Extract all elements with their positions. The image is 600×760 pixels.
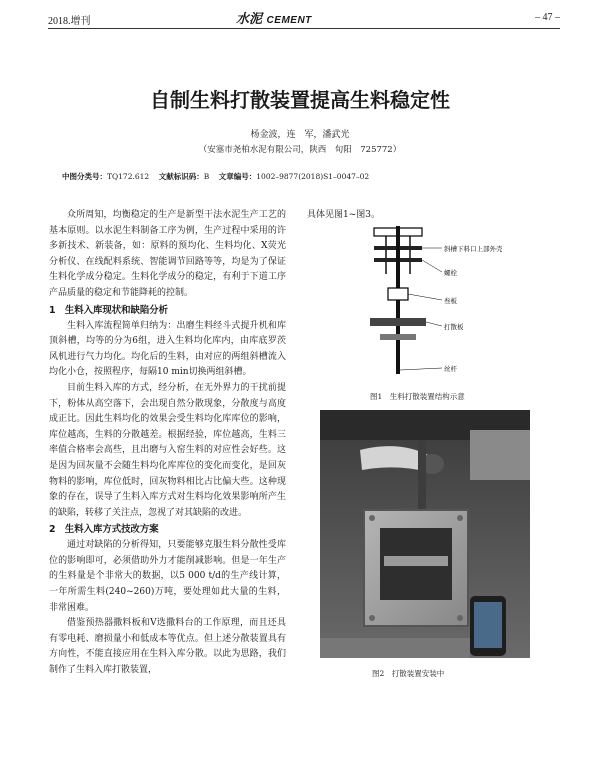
- journal-logo: [236, 8, 312, 27]
- figure-2-caption: 图2 打散装置安装中: [372, 669, 445, 678]
- classification-line: [62, 171, 369, 182]
- section-1-heading: 1 生料入库现状和缺陷分析: [49, 304, 169, 316]
- label-housing: 斜槽下料口上部外壳: [444, 245, 503, 253]
- running-header: [0, 0, 600, 30]
- figure-2-photo: [320, 410, 530, 658]
- clc-label: 中图分类号：: [62, 172, 107, 181]
- intro-paragraph: 众所周知，均衡稳定的生产是新型干法水泥生产工艺的基本原则。以水泥生料制备工序为例，生产过程中采用的许多新技术、新装备，如：原料的预均化、生料均化、X荧光分析仪、在线配料系统、智能调节回路等等，均是为了保证生料化学成分稳定。生料化学成分的稳定，有利于下道工序产品质量的稳定和节能降耗的控制。: [49, 210, 286, 298]
- journal-logo-en: CEMENT: [266, 15, 312, 26]
- journal-logo-cn: 水泥: [236, 12, 263, 27]
- doc-code-value: B: [203, 172, 210, 181]
- article-no-value: 1002–9877(2018)S1–0047–02: [256, 172, 370, 181]
- section-2-paragraph-1: 通过对缺陷的分析得知，只要能够克服生料分散性受库位的影响即可，必须借助外力才能削减影响。但是一年生产的生料量是个非常大的数据，以5 000 t/d的生产线计算，一年所需生料(240~260)万吨，要处理如此大量的生料，非常困难。: [49, 540, 286, 613]
- scatter-plate: [370, 318, 426, 326]
- figure-1-caption: 图1 生料打散装置结构示意: [370, 392, 465, 401]
- figure-1-diagram: [330, 222, 520, 382]
- header-rule: [48, 28, 560, 29]
- section-2-heading: 2 生料入库方式技改方案: [49, 524, 159, 536]
- section-1-paragraph-1: 生料入库流程简单归纳为：出磨生料经斗式提升机和库顶斜槽，均等的分为6组，进入生料均化库内，由库底罗茨风机进行气力均化。均化后的生料，由对应的两组斜槽流入均化小仓，按照程序，每隔10 min切换两组斜槽。: [49, 320, 286, 378]
- doc-code-label: 文献标识码：: [158, 172, 204, 181]
- section-2-paragraph-2: 借鉴预热器撒料板和V选撒料台的工作原理，而且还具有零电耗、磨损量小和低成本等优点。但上述分散装置具有方向性，不能直接应用在生料入库分散。以此为思路，我们制作了生料入库打散装置，: [49, 618, 286, 676]
- page-number: – 47 –: [535, 12, 560, 23]
- clc-value: TQ172.612: [107, 172, 150, 181]
- installation-photo-illustration: [320, 410, 530, 658]
- label-screw-rod: 丝杆: [444, 365, 457, 373]
- issue-label: 2018.增刊: [48, 16, 91, 27]
- right-column-intro: 具体见图1~图3。: [307, 210, 380, 220]
- section-1-paragraph-2: 目前生料入库的方式，经分析，在无外界力的干扰前提下，粉体从高空落下，会出现自然分散现象，分散度与高度成正比。因此生料均化的效果会受生料均化库库位的影响，库位越高，生料的分散越差。根据经验，库位越高，生料三率值合格率会高些，且出磨与入窑生料的对应性会好些。这是因为回灰量不会随生料均化库库位的变化而变化，是回灰物料的影响，库位低时，回灰物料相比占比偏大些。这种现象的存在，误导了生料入库方式对生料均化效果影响所产生的缺陷，转移了关注点，忽视了对其缺陷的改进。: [49, 382, 286, 518]
- scatter-plate-lower: [380, 334, 416, 340]
- affiliation: （安塞市尧柏水泥有限公司，陕西 旬阳 725772）: [198, 145, 402, 155]
- author-list: 杨金波，连 军，潘武光: [250, 130, 350, 140]
- clamp-plate: [388, 288, 408, 300]
- label-bolt: 螺栓: [444, 269, 457, 277]
- left-column: [49, 208, 286, 679]
- label-plate: 叁板: [444, 297, 457, 305]
- article-no-label: 文章编号：: [218, 172, 257, 181]
- label-scatter-plate: 打散板: [444, 323, 464, 331]
- article-title: 自制生料打散装置提高生料稳定性: [150, 88, 450, 112]
